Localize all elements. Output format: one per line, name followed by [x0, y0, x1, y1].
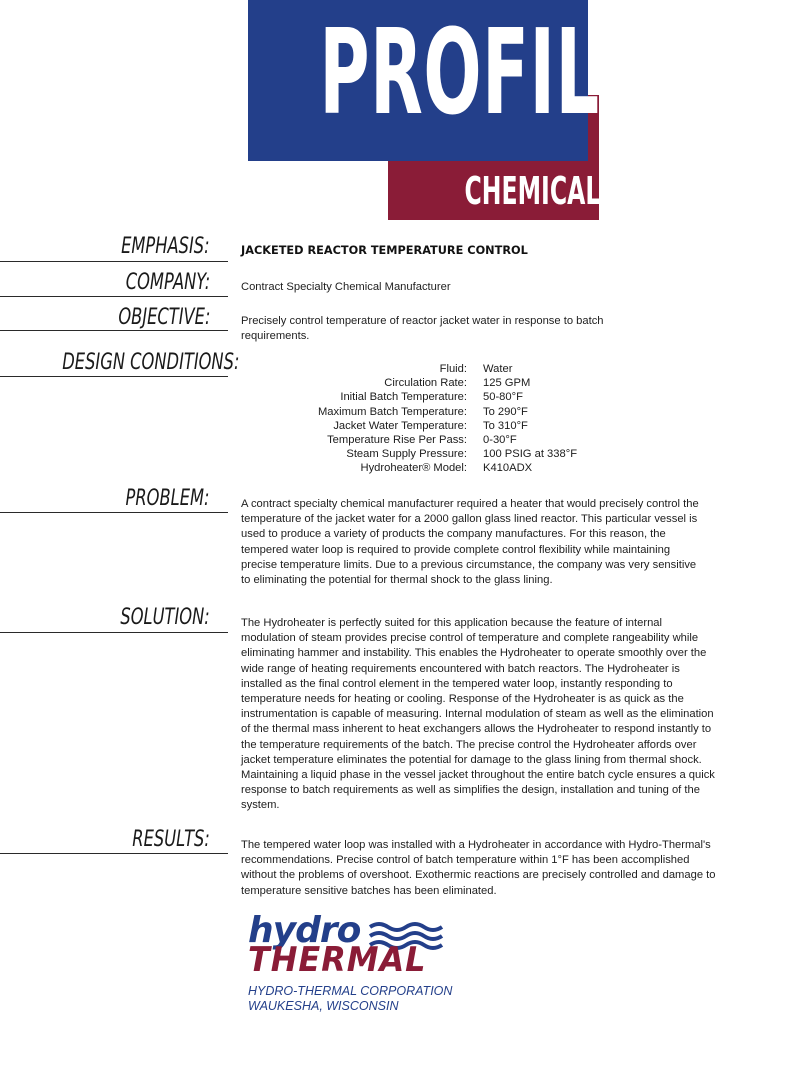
header-blue-panel	[248, 0, 648, 161]
results-text: The tempered water loop was installed with a Hydroheater in accordance with Hydro-Thermal's recommendations. Precise control of batch temperature within 1°F has been accomplished without the problems of overshoot. Exothermic reactions are precisely controlled and damage to temperature sensitive batches has been eliminated.	[241, 839, 716, 897]
dc-row-max-batch-temp: Maximum Batch Temperature: To 290°F	[317, 405, 528, 418]
solution-text: The Hydroheater is perfectly suited for this application because the feature of internal modulation of steam provides precise control of temperature and complete rangeability while eliminating hammer and instability. This enables the Hydroheater to operate smoothly over the wide range of heating requirements encountered with batch reactors. The Hydroheater is installed as the final control element in the tempered water loop, instantly responding to temperature needs for heating or cooling. Response of the Hydroheater is as quick as the instrumentation is capable of measuring. Internal modulation of steam as well as the elimination of the thermal mass inherent to heat exchangers allows the Hydroheater to respond instantly to the temperature requirements of the batch. The precise control the Hydroheater affords over jacket temperature eliminates the potential for damage to the glass lining from thermal shock. Maintaining a liquid phase in the vessel jacket throughout the entire batch cycle ensures a quick response to batch requirements as well as simplifies the design, installation and tuning of the system.	[241, 617, 715, 812]
results-rule	[0, 853, 228, 854]
problem-label: PROBLEM:	[125, 486, 210, 511]
company-label: COMPANY:	[125, 270, 210, 295]
results-label: RESULTS:	[132, 827, 210, 852]
emphasis-label: EMPHASIS:	[121, 234, 210, 259]
logo-thermal-word: THERMAL	[248, 940, 427, 980]
corporation-location: WAUKESHA, WISCONSIN	[248, 999, 399, 1013]
objective-label: OBJECTIVE:	[117, 305, 210, 330]
corporation-name: HYDRO-THERMAL CORPORATION	[248, 984, 453, 998]
hydro-thermal-logo	[248, 910, 448, 981]
dc-row-initial-batch-temp: Initial Batch Temperature: 50-80°F	[340, 391, 523, 404]
dc-row-jacket-water-temp: Jacket Water Temperature: To 310°F	[333, 419, 528, 432]
design-conditions-rule	[0, 376, 228, 377]
profile-title: PROFILE	[319, 3, 648, 141]
chemical-subtitle: CHEMICAL	[464, 169, 601, 213]
emphasis-rule	[0, 261, 228, 262]
objective-text: Precisely control temperature of reactor jacket water in response to batch requirements.	[241, 315, 604, 343]
solution-label: SOLUTION:	[120, 605, 210, 630]
dc-row-hydroheater-model: Hydroheater® Model: K410ADX	[360, 462, 533, 475]
dc-row-temp-rise: Temperature Rise Per Pass: 0-30°F	[327, 434, 517, 447]
objective-rule	[0, 330, 228, 331]
problem-text: A contract specialty chemical manufacturer required a heater that would precisely control the temperature of the jacket water for a 2000 gallon glass lined reactor. This particular vessel is used to produce a variety of products the company manufactures. For this reason, the tempered water loop is required to provide complete control flexibility while maintaining precise temperature limits. Due to a previous circumstance, the company was very sensitive to eliminating the potential for thermal shock to the glass lining.	[241, 498, 699, 587]
dc-row-fluid: Fluid: Water	[439, 363, 513, 375]
design-conditions-label: DESIGN CONDITIONS:	[62, 350, 240, 375]
solution-rule	[0, 632, 228, 633]
company-text: Contract Specialty Chemical Manufacturer	[241, 281, 451, 293]
dc-row-steam-pressure: Steam Supply Pressure: 100 PSIG at 338°F	[346, 448, 578, 461]
emphasis-text: JACKETED REACTOR TEMPERATURE CONTROL	[241, 244, 528, 257]
company-address	[248, 984, 452, 1014]
problem-rule	[0, 512, 228, 513]
logo-hydro-word: hydro	[248, 910, 361, 951]
dc-row-circulation-rate: Circulation Rate: 125 GPM	[384, 377, 531, 390]
design-conditions-table	[241, 362, 641, 476]
company-rule	[0, 296, 228, 297]
